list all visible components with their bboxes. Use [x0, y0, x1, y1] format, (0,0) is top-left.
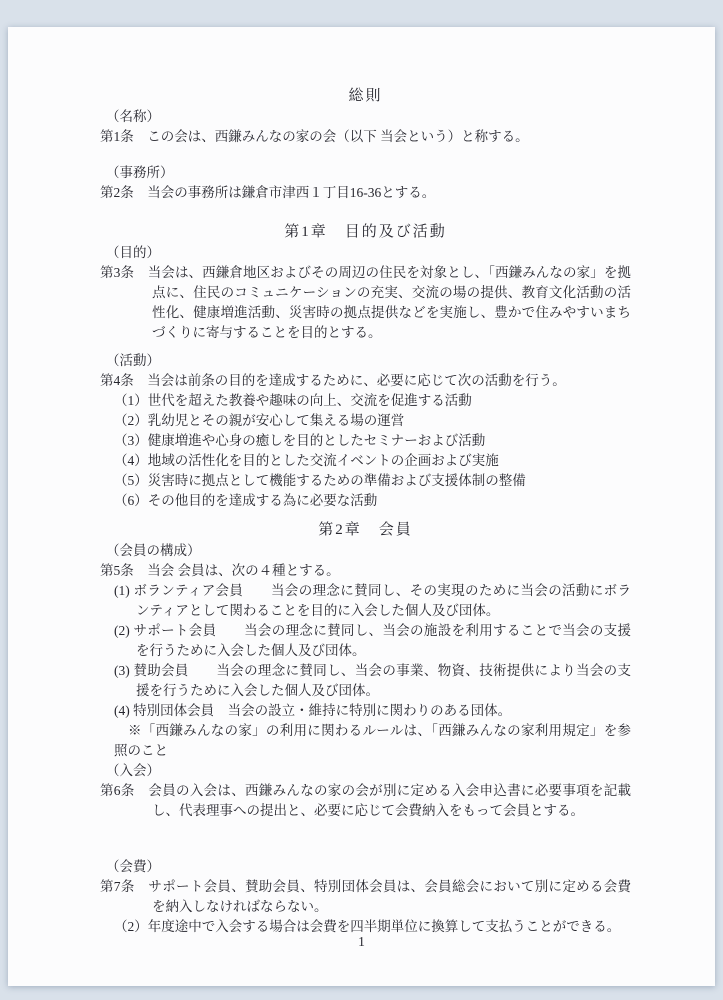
note-paragraph: ※「西鎌みんなの家」の利用に関わるルールは、「西鎌みんなの家利用規定」を参照のこと: [114, 723, 631, 758]
article-7-text: 第7条 サポート会員、賛助会員、特別団体会員は、会員総会において別に定める会費を納入しなければならない。: [100, 879, 631, 914]
list-item: （6）その他目的を達成する為に必要な活動: [114, 493, 378, 508]
section-chapter-2: [100, 519, 631, 937]
chapter-heading: 第1章 目的及び活動: [284, 224, 447, 240]
article-3-text: 第3条 当会は、西鎌倉地区およびその周辺の住民を対象とし、「西鎌みんなの家」を拠点に、住民のコミュニケーションの充実、交流の場の提供、教育文化活動の活性化、健康増進活動、災害時の拠点提供などを実施し、豊かで住みやすいまちづくりに寄与することを目的とする。: [100, 265, 631, 340]
section-chapter-1: [100, 221, 631, 511]
list-item: (3) 賛助会員 当会の理念に賛同し、当会の事業、物資、技術提供により当会の支援を行うために入会した個人及び団体。: [114, 663, 631, 698]
list-item: （3）健康増進や心身の癒しを目的としたセミナーおよび活動: [114, 433, 486, 448]
chapter-heading: 第2章 会員: [318, 522, 413, 538]
clause-label: （活動）: [106, 353, 160, 368]
list-item: (4) 特別団体会員 当会の設立・維持に特別に関わりのある団体。: [114, 703, 512, 718]
list-item: (2) サポート会員 当会の理念に賛同し、当会の施設を利用することで当会の支援を行うために入会した個人及び団体。: [114, 623, 631, 658]
document-page: [8, 27, 715, 986]
clause-label: （会員の構成）: [106, 543, 201, 558]
list-item: （5）災害時に拠点として機能するための準備および支援体制の整備: [114, 473, 526, 488]
clause-label: （名称）: [106, 109, 160, 124]
clause-label: （入会）: [106, 763, 160, 778]
article-4-text: 第4条 当会は前条の目的を達成するために、必要に応じて次の活動を行う。: [100, 373, 566, 388]
list-item: （2）乳幼児とその親が安心して集える場の運営: [114, 413, 405, 428]
list-item: （4）地域の活性化を目的とした交流イベントの企画および実施: [114, 453, 499, 468]
clause-label: （目的）: [106, 245, 160, 260]
list-item: （1）世代を超えた教養や趣味の向上、交流を促進する活動: [114, 393, 472, 408]
section-general-provisions: [100, 85, 631, 203]
article-5-text: 第5条 当会 会員は、次の４種とする。: [100, 563, 340, 578]
page-number: 1: [358, 934, 365, 949]
chapter-heading: 総則: [348, 88, 383, 104]
clause-label: （会費）: [106, 859, 160, 874]
list-item: (1) ボランティア会員 当会の理念に賛同し、その実現のために当会の活動にボランティアとして関わることを目的に入会した個人及び団体。: [114, 583, 631, 618]
article-6-text: 第6条 会員の入会は、西鎌みんなの家の会が別に定める入会申込書に必要事項を記載し、代表理事への提出と、必要に応じて会費納入をもって会員とする。: [100, 783, 631, 818]
article-1-text: 第1条 この会は、西鎌みんなの家の会（以下 当会という）と称する。: [100, 129, 529, 144]
list-item: （2）年度途中で入会する場合は会費を四半期単位に換算して支払うことができる。: [114, 919, 621, 934]
clause-label: （事務所）: [106, 165, 174, 180]
article-2-text: 第2条 当会の事務所は鎌倉市津西１丁目16-36とする。: [100, 185, 436, 200]
